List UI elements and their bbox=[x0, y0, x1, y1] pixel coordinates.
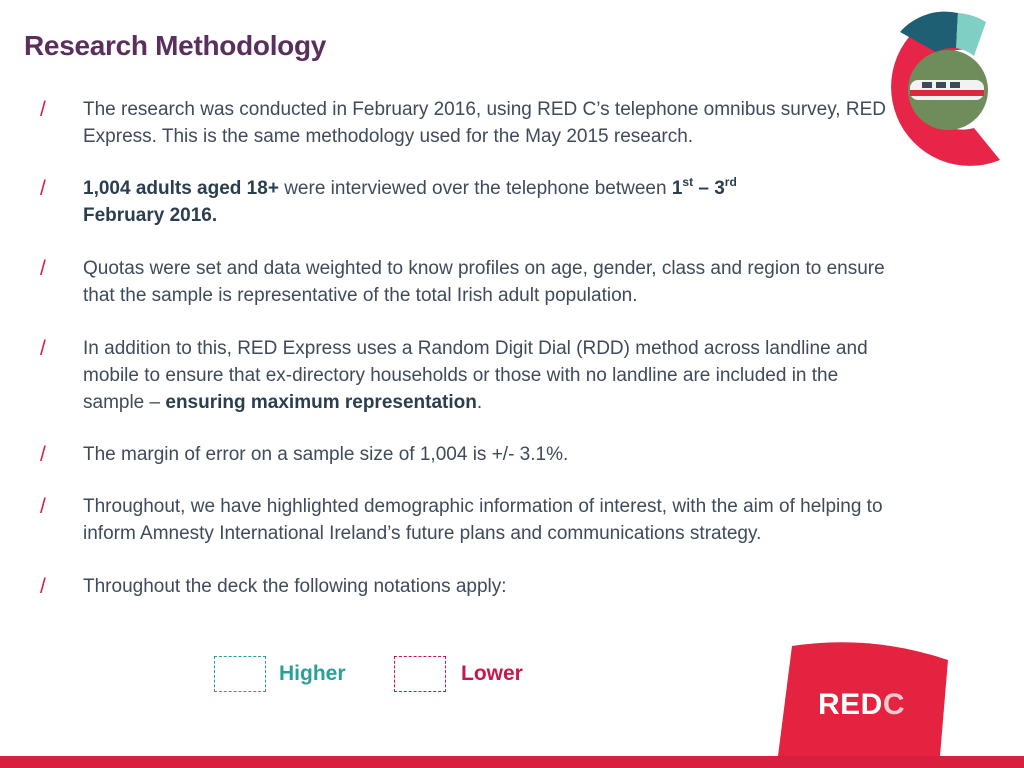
legend-higher-box bbox=[214, 656, 266, 692]
bottom-accent-bar bbox=[0, 756, 1024, 768]
methodology-bullet-list bbox=[40, 96, 890, 600]
legend-lower-label: Lower bbox=[461, 662, 523, 685]
bullet-research-date: / The research was conducted in February 2016, using RED C’s telephone omnibus survey, RED Express. This is the same methodology used for the May 2015 research. bbox=[40, 98, 886, 147]
bullet-marker: / bbox=[40, 495, 46, 518]
bullet-quotas: / Quotas were set and data weighted to know profiles on age, gender, class and region to ensure that the sample is representative of the total Irish adult population. bbox=[40, 257, 885, 306]
bullet-marker: / bbox=[40, 443, 46, 466]
bullet-marker: / bbox=[40, 337, 46, 360]
page-title: Research Methodology bbox=[24, 30, 327, 61]
bullet-margin-of-error: / The margin of error on a sample size of 1,004 is +/- 3.1%. bbox=[40, 443, 569, 466]
bullet-marker: / bbox=[40, 257, 46, 280]
bullet-marker: / bbox=[40, 177, 46, 200]
redc-logo: REDC bbox=[818, 688, 906, 721]
bullet-rdd-method: / In addition to this, RED Express uses a Random Digit Dial (RDD) method across landline and mobile to ensure that ex-directory households or those with no landline are included in the sample – ensuring maximum representation. bbox=[40, 337, 868, 413]
bullet-marker: / bbox=[40, 98, 46, 121]
train-photo-circle-graphic bbox=[870, 10, 1010, 170]
legend-higher-label: Higher bbox=[279, 662, 346, 685]
bullet-demographics: / Throughout, we have highlighted demographic information of interest, with the aim of helping to inform Amnesty International Ireland’s future plans and communications strategy. bbox=[40, 495, 883, 544]
legend-lower-box bbox=[394, 656, 446, 692]
bullet-notations: / Throughout the deck the following notations apply: bbox=[40, 575, 507, 598]
bullet-marker: / bbox=[40, 575, 46, 598]
bullet-sample: / 1,004 adults aged 18+ were interviewed over the telephone between 1st – 3rd February 2016. bbox=[40, 174, 737, 226]
